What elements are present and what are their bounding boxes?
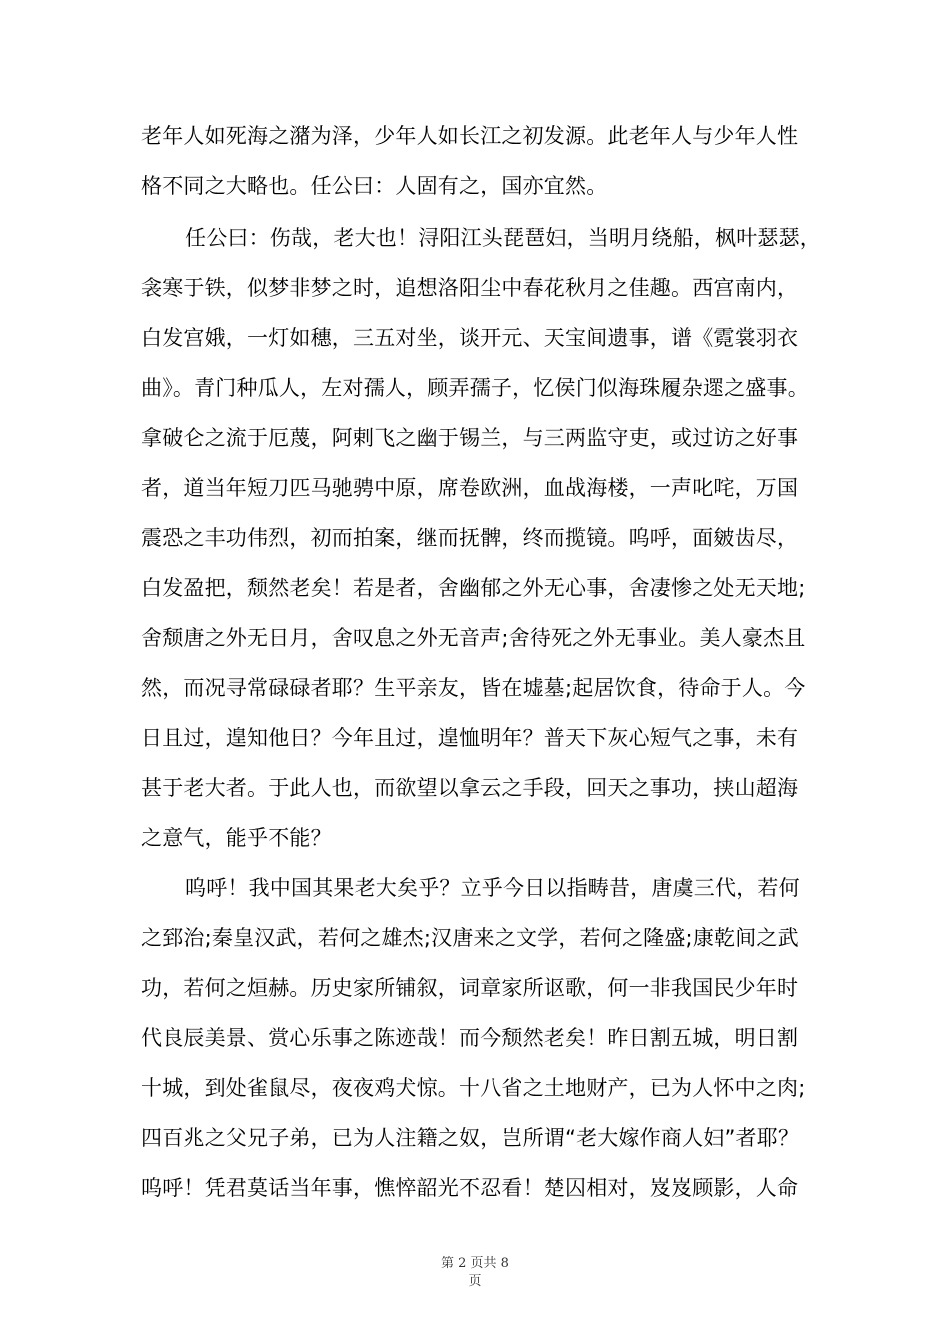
text-line: 拿破仑之流于厄蔑，阿剌飞之幽于锡兰，与三两监守吏，或过访之好事: [141, 426, 799, 450]
text-line: 白发盈把，颓然老矣！若是者，舍幽郁之外无心事，舍凄惨之处无天地;: [141, 576, 806, 600]
text-line: 白发宫娥，一灯如穗，三五对坐，谈开元、天宝间遗事，谱《霓裳羽衣: [141, 326, 799, 350]
text-line: 四百兆之父兄子弟，已为人注籍之奴，岂所谓“老大嫁作商人妇”者耶？: [141, 1126, 800, 1150]
page-number: 第 2 页共 8: [441, 1256, 509, 1271]
page-number-continued: 页: [468, 1274, 482, 1289]
text-line: 代良辰美景、赏心乐事之陈迹哉！而今颓然老矣！昨日割五城，明日割: [141, 1026, 799, 1050]
paragraph-first-line: 呜呼！我中国其果老大矣乎？立乎今日以指畴昔，唐虞三代，若何: [185, 876, 800, 900]
text-line: 老年人如死海之潴为泽，少年人如长江之初发源。此老年人与少年人性: [141, 124, 799, 148]
text-line: 呜呼！凭君莫话当年事，憔悴韶光不忍看！楚囚相对，岌岌顾影，人命: [141, 1176, 799, 1200]
text-line: 曲》。青门种瓜人，左对孺人，顾弄孺子，忆侯门似海珠履杂遝之盛事。: [141, 376, 809, 400]
text-line: 然，而况寻常碌碌者耶？生平亲友，皆在墟墓;起居饮食，待命于人。今: [141, 676, 806, 700]
text-line: 格不同之大略也。任公曰：人固有之，国亦宜然。: [141, 174, 608, 198]
text-line: 甚于老大者。于此人也，而欲望以拿云之手段，回天之事功，挟山超海: [141, 776, 799, 800]
paragraph-first-line: 任公曰：伤哉，老大也！浔阳江头琵琶妇，当明月绕船，枫叶瑟瑟，: [185, 226, 821, 250]
text-line: 震恐之丰功伟烈，初而拍案，继而抚髀，终而揽镜。呜呼，面皴齿尽，: [141, 526, 799, 550]
text-line: 之郅治;秦皇汉武，若何之雄杰;汉唐来之文学，若何之隆盛;康乾间之武: [141, 926, 799, 950]
text-line: 功，若何之烜赫。历史家所铺叙，词章家所讴歌，何一非我国民少年时: [141, 976, 799, 1000]
text-line: 之意气，能乎不能？: [141, 826, 332, 850]
text-line: 十城，到处雀鼠尽，夜夜鸡犬惊。十八省之土地财产，已为人怀中之肉;: [141, 1076, 806, 1100]
text-line: 舍颓唐之外无日月，舍叹息之外无音声;舍待死之外无事业。美人豪杰且: [141, 626, 806, 650]
text-line: 日且过，遑知他日？今年且过，遑恤明年？普天下灰心短气之事，未有: [141, 726, 799, 750]
text-line: 者，道当年短刀匹马驰骋中原，席卷欧洲，血战海楼，一声叱咤，万国: [141, 476, 799, 500]
text-line: 衾寒于铁，似梦非梦之时，追想洛阳尘中春花秋月之佳趣。西宫南内，: [141, 276, 799, 300]
